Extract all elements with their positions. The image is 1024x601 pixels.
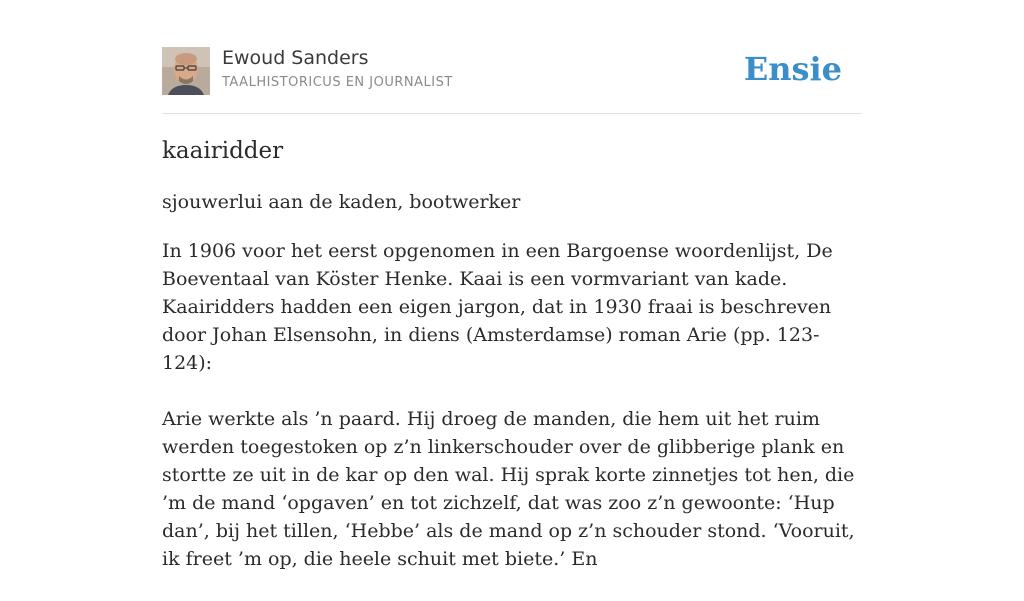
author-role: TAALHISTORICUS EN JOURNALIST — [222, 75, 453, 90]
entry-body — [162, 237, 862, 601]
entry-paragraph: In 1906 voor het eerst opgenomen in een Bargoense woordenlijst, De Boeventaal van Köster Henke. Kaai is een vormvariant van kade. Kaairidders hadden een eigen jargon, dat in 1930 fraai is beschreven door Johan Elsensohn, in diens (Amsterdamse) roman Arie (pp. 123-124): — [162, 240, 833, 374]
header-divider — [162, 113, 862, 114]
avatar-image — [162, 47, 210, 95]
author-avatar[interactable] — [162, 47, 210, 95]
author-header — [162, 46, 862, 98]
author-name[interactable]: Ewoud Sanders — [222, 47, 369, 69]
entry-definition: sjouwerlui aan de kaden, bootwerker — [162, 191, 521, 213]
site-logo[interactable]: Ensie — [743, 50, 842, 88]
entry-paragraph: Arie werkte als ’n paard. Hij droeg de manden, die hem uit het ruim werden toegestoken op z’n linkerschouder over de glibberige plank en stortte ze uit in de kar op den wal. Hij sprak korte zinnetjes tot hen, die ’m de mand ‘opgaven’ en tot zichzelf, dat was zoo z’n gewoonte: ‘Hup dan’, bij het tillen, ‘Hebbe’ als de mand op z’n schouder stond. ‘Vooruit, ik freet ’m op, die heele schuit met biete.’ En — [162, 408, 855, 570]
entry-title: kaairidder — [162, 138, 284, 164]
